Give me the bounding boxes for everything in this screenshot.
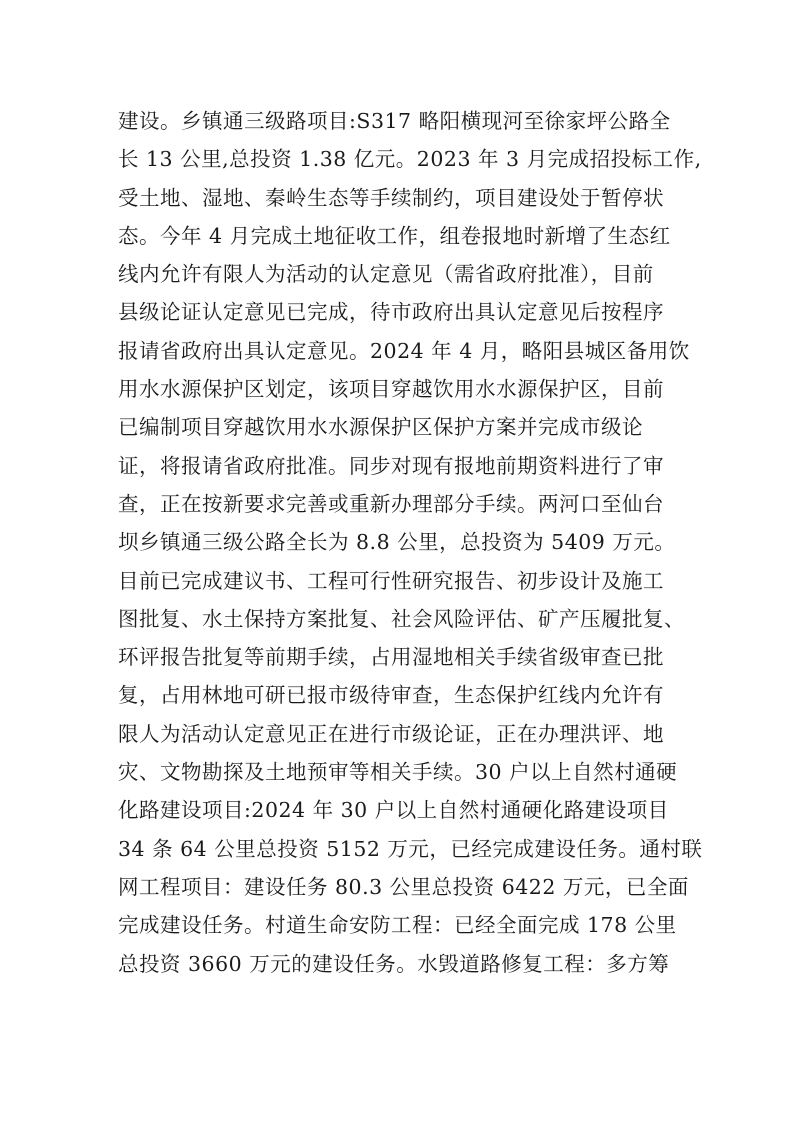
text-line: 用水水源保护区划定，该项目穿越饮用水水源保护区，目前 [118,377,664,402]
text-line: 长 13 公里,总投资 1.38 亿元。2023 年 3 月完成招投标工作, [118,147,702,172]
text-line: 建设。乡镇通三级路项目:S317 略阳横现河至徐家坪公路全 [118,109,671,133]
text-line: 态。今年 4 月完成土地征收工作，组卷报地时新增了生态红 [118,223,671,248]
text-line: 总投资 3660 万元的建设任务。水毁道路修复工程：多方筹 [118,951,670,976]
text-line: 目前已完成建议书、工程可行性研究报告、初步设计及施工 [118,568,664,593]
text-line: 化路建设项目:2024 年 30 户以上自然村通硬化路建设项目 [118,798,669,823]
text-line: 网工程项目：建设任务 80.3 公里总投资 6422 万元，已全面 [118,874,689,899]
text-line: 已编制项目穿越饮用水水源保护区保护方案并完成市级论 [118,415,643,440]
text-line: 证，将报请省政府批准。同步对现有报地前期资料进行了审 [118,453,664,478]
text-line: 复，占用林地可研已报市级待审查，生态保护红线内允许有 [118,683,664,708]
text-line: 县级论证认定意见已完成，待市政府出具认定意见后按程序 [118,300,664,325]
text-line: 限人为活动认定意见正在进行市级论证，正在办理洪评、地 [118,721,664,746]
text-line: 图批复、水土保持方案批复、社会风险评估、矿产压履批复、 [118,606,685,631]
text-line: 完成建设任务。村道生命安防工程：已经全面完成 178 公里 [118,913,677,938]
text-line: 线内允许有限人为活动的认定意见（需省政府批准），目前 [118,262,654,287]
text-line: 灾、文物勘探及土地预审等相关手续。30 户以上自然村通硬 [118,760,678,785]
text-line: 查，正在按新要求完善或重新办理部分手续。两河口至仙台 [118,491,664,516]
text-line: 环评报告批复等前期手续，占用湿地相关手续省级审查已批 [118,645,664,670]
text-line: 受土地、湿地、秦岭生态等手续制约，项目建设处于暂停状 [118,185,664,210]
text-line: 34 条 64 公里总投资 5152 万元，已经完成建设任务。通村联 [118,836,703,861]
body-paragraph [118,102,702,983]
text-line: 坝乡镇通三级公路全长为 8.8 公里，总投资为 5409 万元。 [118,530,676,555]
text-line: 报请省政府出具认定意见。2024 年 4 月，略阳县城区备用饮 [118,338,690,363]
